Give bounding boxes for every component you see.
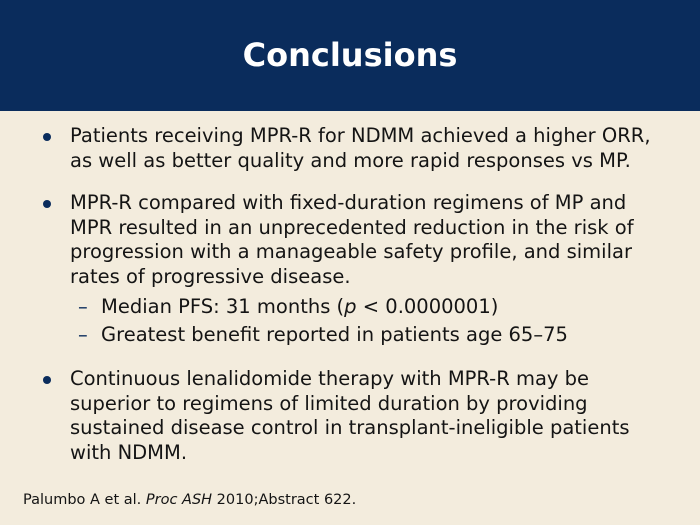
- age-benefit-text: Greatest benefit reported in patients age 65–75: [101, 323, 568, 346]
- pfs-suffix: < 0.0000001): [356, 295, 499, 318]
- citation-footnote: [23, 492, 356, 508]
- dash-icon: –: [78, 323, 88, 346]
- slide-content: [0, 124, 700, 483]
- citation-authors: Palumbo A et al.: [23, 492, 146, 508]
- sub-bullet-item: [70, 293, 670, 321]
- bullet-dot-icon: [43, 376, 51, 384]
- bullet-item: [0, 124, 700, 173]
- bullet-dot-icon: [43, 200, 51, 208]
- bullet-text: Patients receiving MPR-R for NDMM achieved a higher ORR, as well as better quality and more rapid responses vs MP.: [70, 124, 651, 172]
- citation-details: 2010;Abstract 622.: [212, 492, 357, 508]
- sub-bullet-item: [70, 321, 670, 349]
- bullet-text: Continuous lenalidomide therapy with MPR-R may be superior to regimens of limited duration by providing sustained disease control in transplant-ineligible patients with NDMM.: [70, 367, 630, 464]
- p-symbol: p: [344, 295, 357, 318]
- dash-icon: –: [78, 295, 88, 318]
- title-bar: [0, 0, 700, 111]
- sub-bullet-list: [70, 293, 670, 349]
- citation-journal: Proc ASH: [145, 492, 213, 508]
- pfs-prefix: Median PFS: 31 months (: [101, 295, 345, 318]
- bullet-item: [0, 191, 700, 349]
- slide-title: Conclusions: [242, 35, 458, 74]
- bullet-item: [0, 367, 700, 465]
- bullet-dot-icon: [43, 133, 51, 141]
- bullet-text: MPR-R compared with fixed-duration regimens of MP and MPR resulted in an unprecedented reduction in the risk of progression with a manageable safety profile, and similar rates of progressive disease.: [70, 191, 634, 288]
